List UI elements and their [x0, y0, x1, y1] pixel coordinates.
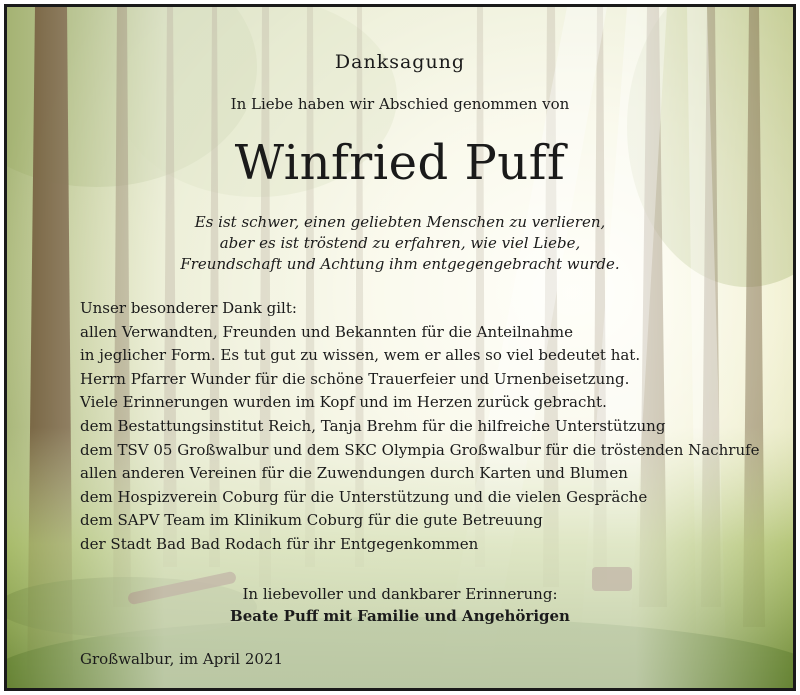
thanks-line: in jeglicher Form. Es tut gut zu wissen, wem er alles so viel bedeutet hat. [80, 346, 641, 365]
quote-line: aber es ist tröstend zu erfahren, wie viel Liebe, [219, 234, 581, 252]
thanks-line: Viele Erinnerungen wurden im Kopf und im Herzen zurück gebracht. [80, 393, 607, 412]
quote-block [7, 212, 793, 275]
closing-block [7, 583, 793, 627]
deceased-name: Winfried Puff [234, 135, 566, 191]
thanks-line: allen anderen Vereinen für die Zuwendungen durch Karten und Blumen [80, 464, 628, 483]
notice-content [7, 7, 793, 688]
notice-heading: Danksagung [334, 51, 466, 73]
closing-text: In liebevoller und dankbarer Erinnerung: [242, 585, 558, 603]
thanks-line: der Stadt Bad Bad Rodach für ihr Entgegenkommen [80, 534, 479, 553]
thanks-line: dem Hospizverein Coburg für die Unterstützung und die vielen Gespräche [80, 487, 648, 506]
thanks-intro: Unser besonderer Dank gilt: [80, 299, 297, 317]
thanks-line: Herrn Pfarrer Wunder für die schöne Trauerfeier und Urnenbeisetzung. [80, 369, 630, 388]
thanks-line: dem Bestattungsinstitut Reich, Tanja Brehm für die hilfreiche Unterstützung [80, 416, 666, 435]
thanks-block [80, 297, 780, 557]
thanks-line: dem TSV 05 Großwalbur und dem SKC Olympia Großwalbur für die tröstenden Nachrufe [80, 440, 760, 459]
intro-text: In Liebe haben wir Abschied genommen von [230, 95, 570, 113]
quote-line: Es ist schwer, einen geliebten Menschen zu verlieren, [194, 213, 606, 231]
quote-line: Freundschaft und Achtung ihm entgegengebracht wurde. [180, 255, 620, 273]
thanks-line: dem SAPV Team im Klinikum Coburg für die gute Betreuung [80, 511, 543, 530]
place-date: Großwalbur, im April 2021 [80, 650, 284, 668]
thanks-line: allen Verwandten, Freunden und Bekannten für die Anteilnahme [80, 322, 574, 341]
family-signature: Beate Puff mit Familie und Angehörigen [230, 607, 570, 625]
notice-frame [4, 4, 796, 691]
